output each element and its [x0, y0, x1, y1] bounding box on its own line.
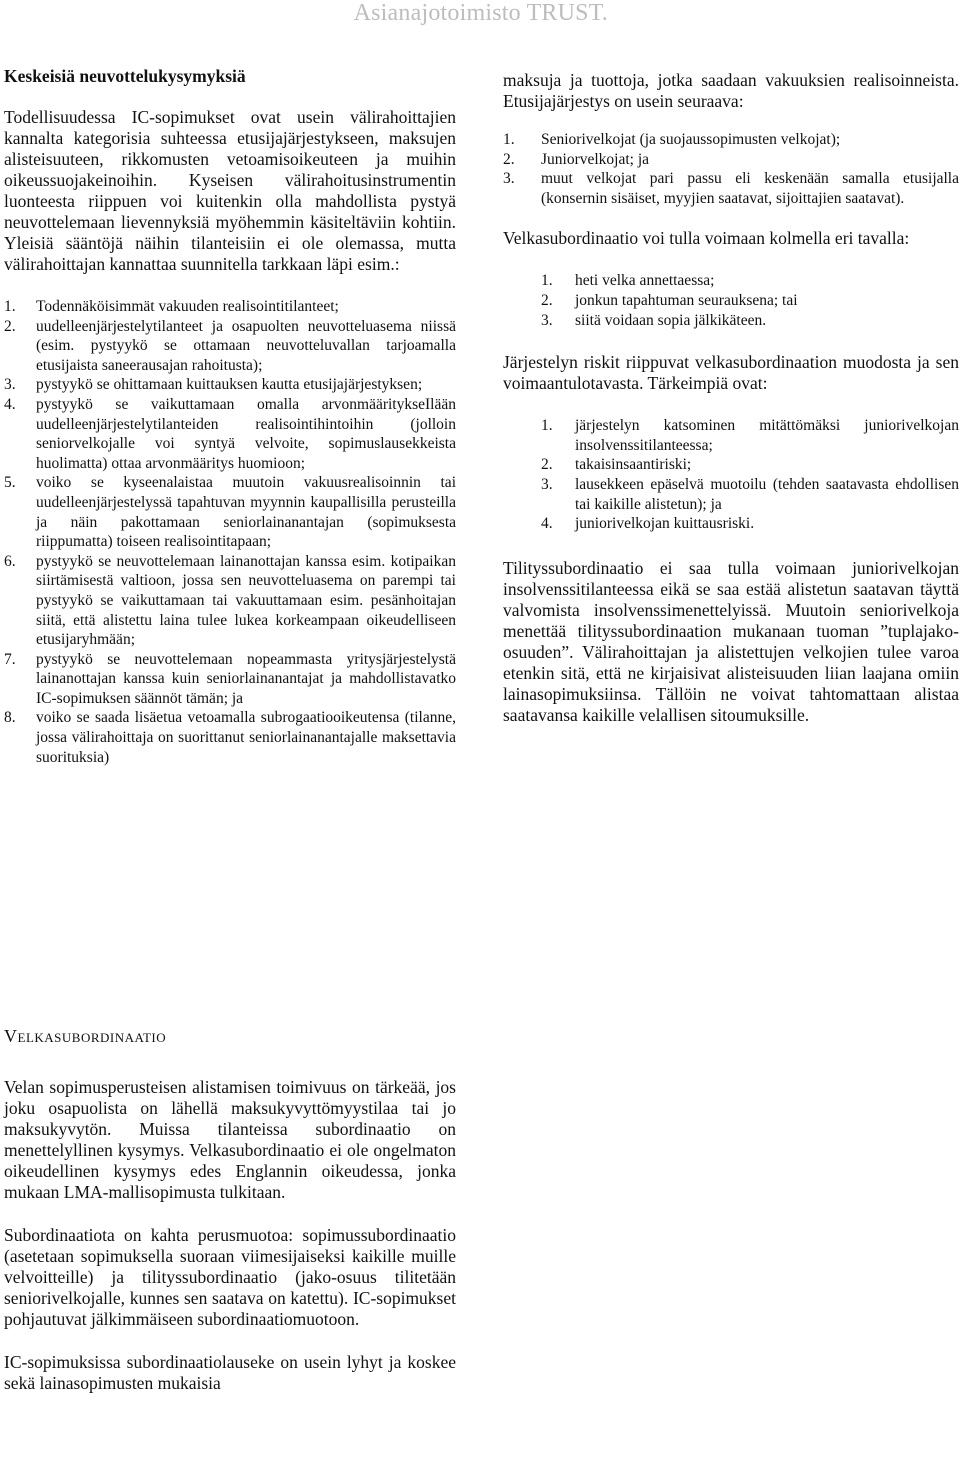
list-item-number: 7. — [4, 650, 16, 668]
right-paragraph-2: Velkasubordinaatio voi tulla voimaan kolmella eri tavalla: — [503, 228, 910, 249]
bottom-paragraph-3: IC-sopimuksissa subordinaatiolauseke on usein lyhyt ja koskee sekä lainasopimusten mukaisia — [4, 1352, 456, 1393]
intro-paragraph: Todellisuudessa IC-sopimukset ovat usein välirahoittajien kannalta kategorisia suhteessa etusijajärjestykseen, maksujen alisteisuuteen, rikkomusten vetoamisoikeuteen ja muihin oikeussuojakeinoihin. Kyseisen välirahoitusinstrumentin luonteesta riippuen voi kuitenkin olla mahdollista pystyä neuvottelemaan lievennyksiä myöhemmin käsiteltäviin kohtiin. Yleisiä sääntöjä näihin tilanteisiin ei ole olemassa, mutta välirahoittajan kannattaa suunnitella tarkkaan läpi esim.: — [4, 107, 456, 274]
list-item-number: 1. — [503, 131, 515, 148]
list-item-text: voiko se kyseenalaistaa muutoin vakuusrealisoinnin tai uudelleenjärjestelyssä tapahtuvan myynnin kaupallisilla perusteilla ja näin pakottamaan seniorlainanantajan (sopimuksesta riippumatta) toiseen realisointitapaan; — [36, 474, 456, 551]
list-item-number: 8. — [4, 709, 16, 727]
list-item — [503, 169, 959, 208]
list-item-text: pystyykö se ohittamaan kuittauksen kautta etusijajärjestyksen; — [36, 376, 423, 394]
list-item-number: 4. — [4, 395, 16, 413]
list-item-text: lausekkeen epäselvä muotoilu (tehden saatavasta ehdollisen tai kaikille alistetun); ja — [575, 475, 959, 513]
list-item — [4, 395, 456, 473]
list-item-number: 2. — [541, 291, 553, 309]
right-column — [503, 70, 959, 726]
list-item — [503, 291, 959, 311]
list-item — [503, 455, 959, 475]
list-item-number: 4. — [541, 515, 553, 533]
list-item-number: 3. — [541, 475, 553, 493]
list-item-text: uudelleenjärjestelytilanteet ja osapuolten neuvotteluasema niissä (esim. pystyykö se ottamaan neuvotteluvallan tarjoamalla etusijaista saneerausajan rahoitusta); — [36, 317, 456, 374]
list-item-text: Seniorivelkojat (ja suojaussopimusten velkojat); — [541, 131, 841, 148]
list-item-text: pystyykö se vaikuttamaan omalla arvonmääritykseIlään uudelleenjärjestelytilanteiden realisointihintoihin (jolloin seniorvelkojalle voi syntyä velvoite, sopimuslausekkeista huolimatta) ottaa arvonmääritys huomioon; — [36, 395, 456, 472]
list-item-text: Todennäköisimmät vakuuden realisointitilanteet; — [36, 298, 339, 315]
list-item-text: pystyykö se neuvottelemaan lainanottajan kanssa esim. kotipaikan siirtämisestä valtioon, jossa sen neuvotteluasema on parempi tai pystyykö se vaikuttamaan tai vakuuttamaan esim. pesänhoitajan siitä, että alistettu laina tulee lukea korkeampaan oikeudelliseen etusijaryhmään; — [36, 552, 456, 649]
list-item-text: heti velka annettaessa; — [575, 272, 715, 290]
list-item-text: järjestelyn katsominen mitättömäksi juniorivelkojan insolvenssitilanteessa; — [575, 417, 959, 454]
negotiation-list — [4, 297, 456, 767]
risk-list — [503, 416, 959, 534]
right-paragraph-3: Järjestelyn riskit riippuvat velkasubordinaation muodosta ja sen voimaantulotavasta. Tärkeimpiä ovat: — [503, 352, 959, 394]
list-item-text: Juniorvelkojat; ja — [541, 150, 650, 168]
bottom-paragraph-1: Velan sopimusperusteisen alistamisen toimivuus on tärkeää, jos joku osapuolista on lähellä maksukyvyttömyystilaa tai jo maksukyvytön. Muissa tilanteissa subordinaatio on menettelyllinen kysymys. Velkasubordinaatio ei ole ongelmaton oikeudellinen kysymys edes Englannin oikeudessa, jonka mukaan LMA-mallisopimusta tulkitaan. — [4, 1077, 456, 1202]
list-item — [503, 130, 959, 150]
list-item — [4, 473, 456, 551]
list-item — [4, 375, 456, 395]
list-item-number: 1. — [541, 272, 553, 290]
list-item-text: siitä voidaan sopia jälkikäteen. — [575, 311, 767, 329]
list-item-text: juniorivelkojan kuittausriski. — [575, 515, 755, 533]
bottom-paragraph-2: Subordinaatiota on kahta perusmuotoa: sopimussubordinaatio (asetetaan sopimuksella suoraan viimesijaiseksi kaikille muille velvoitteille) ja tilityssubordinaatio (jako-osuus tilitetään seniorivelkojalle, kunnes sen saatava on katettu). IC-sopimukset pohjautuvat jälkimmäiseen subordinaatiomuotoon. — [4, 1225, 456, 1329]
list-item — [503, 514, 959, 534]
list-item — [503, 271, 959, 291]
list-item-number: 2. — [503, 150, 515, 168]
list-item — [4, 317, 456, 376]
list-item-number: 2. — [4, 317, 16, 335]
list-item-text: pystyykö se neuvottelemaan nopeammasta yritysjärjestelystä lainanottajan kanssa kuin seniorlainanantajat ja mahdollistavatko IC-sopimuksen säännöt tämän; ja — [36, 650, 456, 707]
list-item-number: 6. — [4, 552, 16, 570]
list-item-number: 1. — [541, 417, 553, 435]
list-item-text: voiko se saada lisäetua vetoamalla subrogaatiooikeutensa (tilanne, jossa välirahoittaja on suorittanut seniorlainanantajalle maksettavia suorituksia) — [36, 709, 456, 766]
list-item — [503, 150, 959, 170]
list-item-number: 3. — [541, 311, 553, 329]
section-title-velkasubordinaatio: Velkasubordinaatio — [4, 1026, 167, 1046]
list-item — [4, 708, 456, 767]
entry-into-force-list — [503, 271, 959, 330]
bottom-section — [4, 1026, 456, 1394]
list-item-number: 1. — [4, 298, 16, 315]
priority-order-list — [503, 130, 959, 208]
section-heading: Keskeisiä neuvottelukysymyksiä — [4, 66, 246, 86]
list-item-number: 2. — [541, 456, 553, 474]
list-item — [4, 297, 456, 317]
firm-name-header: Asianajotoimisto TRUST. — [353, 0, 608, 26]
list-item-text: jonkun tapahtuman seurauksena; tai — [575, 291, 798, 309]
list-item-text: takaisinsaantiriski; — [575, 456, 692, 474]
list-item-number: 5. — [4, 474, 16, 492]
list-item — [503, 475, 959, 514]
right-paragraph-1: maksuja ja tuottoja, jotka saadaan vakuuksien realisoinneista. Etusijajärjestys on usein seuraava: — [503, 70, 959, 111]
left-column — [4, 66, 456, 767]
list-item-text: muut velkojat pari passu eli keskenään samalla etusijalla (konsernin sisäiset, myyjien saatavat, sijoittajien saatavat). — [541, 170, 959, 207]
right-paragraph-4: Tilityssubordinaatio ei saa tulla voimaan juniorivelkojan insolvenssitilanteessa eikä se saa estää alistetun saatavan täyttä valvomista insolvenssimenettelyissä. Muutoin seniorivelkoja menettää tilityssubordinaation mukanaan tuoman ”tuplajako-osuuden”. Välirahoittajan ja alistettujen velkojien tulee varoa etenkin sitä, että ne kirjaisivat alisteisuuden liian laajana omiin lainasopimuksiinsa. Tällöin ne voivat tahtomattaan alistaa saatavansa kaikille velallisen sitoumuksille. — [503, 557, 959, 725]
list-item — [4, 650, 456, 709]
list-item-number: 3. — [4, 376, 16, 394]
list-item — [4, 552, 456, 650]
list-item — [503, 311, 959, 331]
list-item-number: 3. — [503, 170, 515, 188]
list-item — [503, 416, 959, 455]
